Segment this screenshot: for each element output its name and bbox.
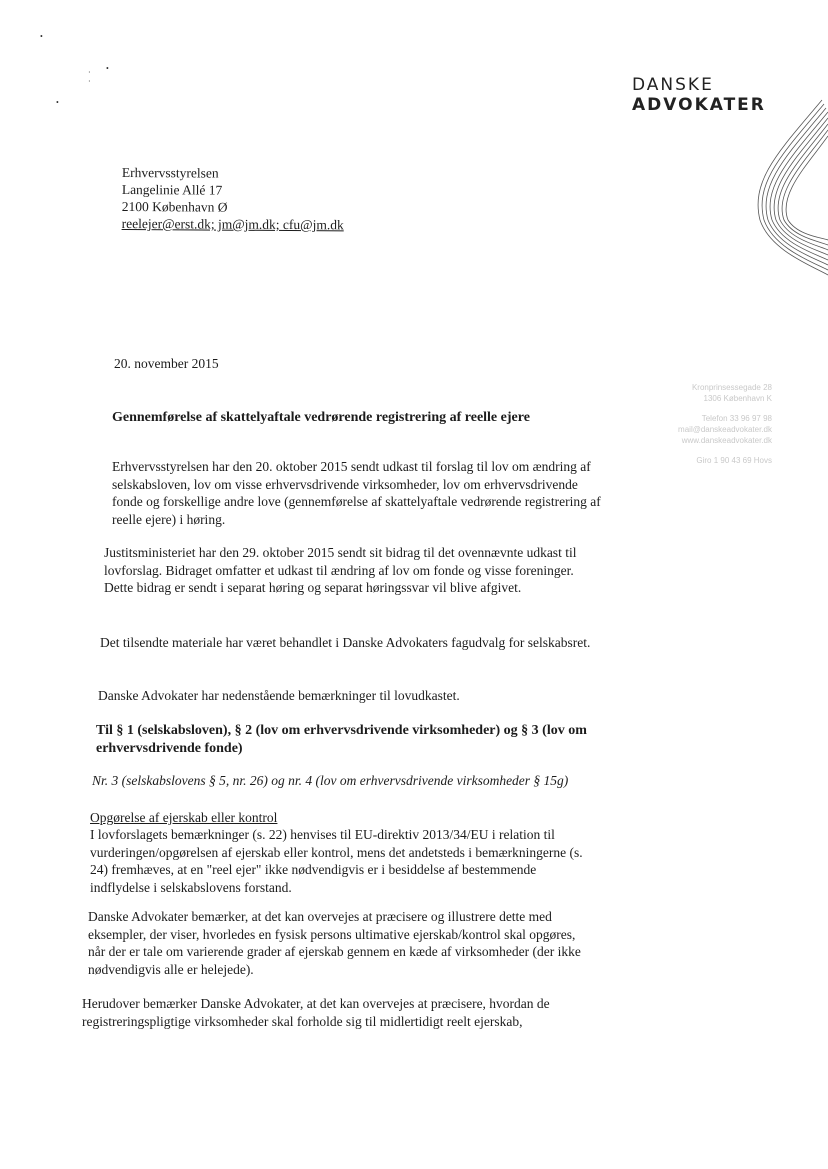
section-subheading: Nr. 3 (selskabslovens § 5, nr. 26) og nr. 4 (lov om erhvervsdrivende virksomheder § 15g) bbox=[92, 773, 569, 788]
paragraph-6: Danske Advokater bemærker, at det kan overvejes at præcisere og illustrere dette med eksempler, der viser, hvorledes en fysisk persons ultimative ejerskab/kontrol skal opgøres, når der er tale om varierende grader af ejerskab gennem en kæde af virksomheder (der ikke nødvendigvis alle er helejede). bbox=[88, 909, 581, 977]
sender-contact-column bbox=[652, 382, 772, 466]
paragraph-3: Det tilsendte materiale har været behandlet i Danske Advokaters fagudvalg for selskabsret. bbox=[100, 635, 591, 650]
sender-address-1: Kronprinsessegade 28 bbox=[691, 383, 772, 392]
sender-phone: Telefon 33 96 97 98 bbox=[701, 414, 772, 423]
letter-title: Gennemførelse af skattelyaftale vedrørende registrering af reelle ejere bbox=[112, 410, 530, 425]
paragraph-5: I lovforslagets bemærkninger (s. 22) henvises til EU-direktiv 2013/34/EU i relation til vurderingen/opgørelsen af ejerskab eller kontrol, mens det andetsteds i bemærkningerne (s. 24) fremhæves, at en "reel ejer" ikke nødvendigvis er i besiddelse af bestemmende indflydelse i selskabslovens forstand. bbox=[90, 827, 583, 895]
paragraph-2: Justitsministeriet har den 29. oktober 2015 sendt sit bidrag til det ovennævnte udkast til lovforslag. Bidraget omfatter et udkast til ændring af lov om fonde og visse foreninger. Dette bidrag er sendt i separat høring og separat høringssvar vil blive afgivet. bbox=[104, 545, 577, 595]
recipient-street: Langelinie Allé 17 bbox=[121, 181, 223, 198]
recipient-name: Erhvervsstyrelsen bbox=[121, 164, 219, 181]
recipient-address bbox=[122, 164, 345, 233]
section-heading: Til § 1 (selskabsloven), § 2 (lov om erhvervsdrivende virksomheder) og § 3 (lov om erhvervsdrivende fonde) bbox=[96, 723, 587, 756]
swoosh-graphic bbox=[740, 90, 828, 290]
topic-heading: Opgørelse af ejerskab eller kontrol bbox=[90, 810, 278, 825]
sender-address-2: 1306 København K bbox=[703, 394, 772, 403]
paragraph-7: Herudover bemærker Danske Advokater, at det kan overvejes at præcisere, hvordan de registreringspligtige virksomheder skal forholde sig til midlertidigt reelt ejerskab, bbox=[82, 996, 550, 1029]
letter-page: • · · • • DANSKE ADVOKATER Erhvervsstyrelsen Langelinie Allé 17 2100 København Ø reelejer@erst.dk; jm@jm.dk; cfu@jm.dk Kronprinsessegade 28 1306 København K Telefon 33 96 97 98 mail@danskeadvokater.dk www.danskeadvokater.dk Giro 1 90 43 69 Hovs 20. november 2015 Gennemførelse af skattelyaftale vedrørende registrering af reelle ejere Erhvervsstyrelsen har den 20. oktober 2015 sendt udkast til forslag til lov om ændring af selskabsloven, lov om visse erhvervsdrivende virksomheder, lov om erhvervsdrivende fonde og forskellige andre love (gennemførelse af skattelyaftale vedrørende registrering af reelle ejere) i høring. Justitsministeriet har den 29. oktober 2015 sendt sit bidrag til det ovennævnte udkast til lovforslag. Bidraget omfatter et udkast til ændring af lov om fonde og visse foreninger. Dette bidrag er sendt i separat høring og separat høringssvar vil blive afgivet. Det tilsendte materiale har været behandlet i Danske Advokaters fagudvalg for selskabsret. Danske Advokater har nedenstående bemærkninger til lovudkastet. Til § 1 (selskabsloven), § 2 (lov om erhvervsdrivende virksomheder) og § 3 (lov om erhvervsdrivende fonde) Nr. 3 (selskabslovens § 5, nr. 26) og nr. 4 (lov om erhvervsdrivende virksomheder § 15g) Opgørelse af ejerskab eller kontrol I lovforslagets bemærkninger (s. 22) henvises til EU-direktiv 2013/34/EU i relation til vurderingen/opgørelsen af ejerskab eller kontrol, mens det andetsteds i bemærkningerne (s. 24) fremhæves, at en "reel ejer" ikke nødvendigvis er i besiddelse af bestemmende indflydelse i selskabslovens forstand. Danske Advokater bemærker, at det kan overvejes at præcisere og illustrere dette med eksempler, der viser, hvorledes en fysisk persons ultimative ejerskab/kontrol skal opgøres, når der er tale om varierende grader af ejerskab gennem en kæde af virksomheder (der ikke nødvendigvis alle er helejede). Herudover bemærker Danske Advokater, at det kan overvejes at præcisere, hvordan de registreringspligtige virksomheder skal forholde sig til midlertidigt reelt ejerskab, bbox=[0, 0, 828, 1169]
paragraph-4: Danske Advokater har nedenstående bemærkninger til lovudkastet. bbox=[98, 688, 460, 703]
logo-line-1: DANSKE bbox=[632, 75, 714, 95]
recipient-city: 2100 København Ø bbox=[121, 198, 228, 215]
recipient-emails[interactable]: reelejer@erst.dk; jm@jm.dk; cfu@jm.dk bbox=[121, 215, 344, 233]
sender-cvr: Giro 1 90 43 69 Hovs bbox=[696, 456, 772, 465]
paragraph-1: Erhvervsstyrelsen har den 20. oktober 2015 sendt udkast til forslag til lov om ændring af selskabsloven, lov om visse erhvervsdrivende virksomheder, lov om erhvervsdrivende fonde og forskellige andre love (gennemførelse af skattelyaftale vedrørende registrering af reelle ejere) i høring. bbox=[112, 459, 601, 527]
letter-date: 20. november 2015 bbox=[114, 356, 219, 371]
sender-mail: mail@danskeadvokater.dk bbox=[678, 425, 772, 434]
sender-web: www.danskeadvokater.dk bbox=[681, 436, 772, 445]
logo-line-2: ADVOKATER bbox=[632, 95, 766, 115]
